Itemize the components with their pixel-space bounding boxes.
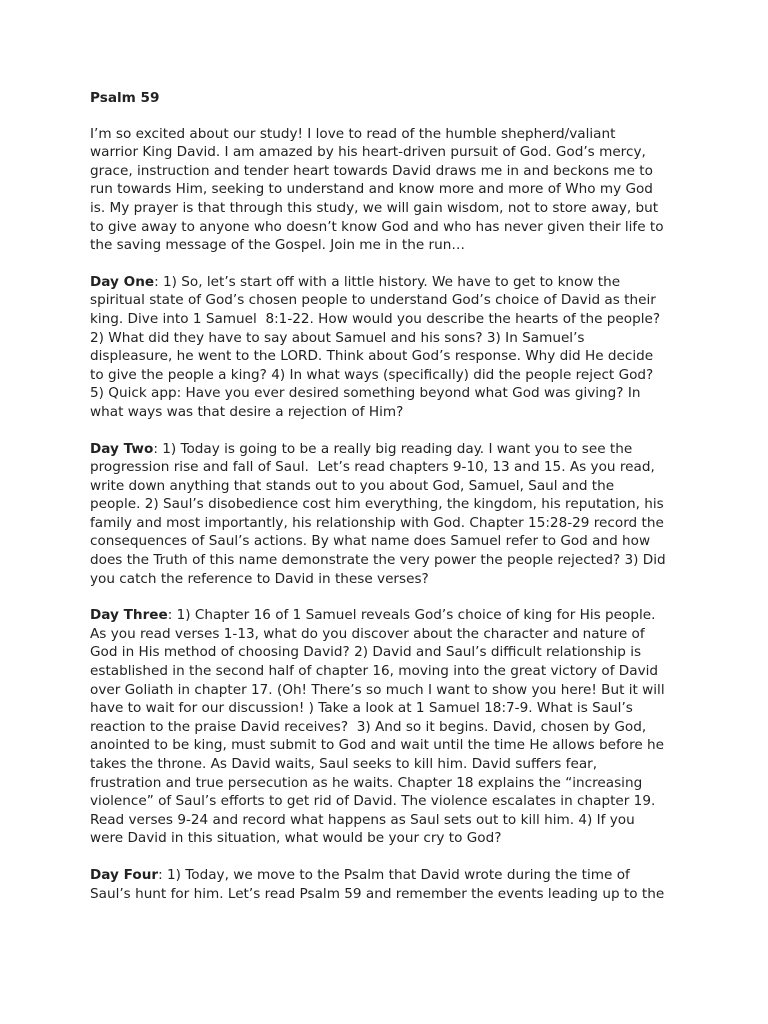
paragraph-line: the saving message of the Gospel. Join me in the run… — [90, 237, 465, 254]
paragraph-line: violence” of Saul’s efforts to get rid of David. The violence escalates in chapter 19. — [90, 793, 656, 810]
paragraph-line — [90, 440, 688, 459]
day-three-first-line: : 1) Chapter 16 of 1 Samuel reveals God’s choice of king for His people. — [167, 607, 656, 624]
day-four-first-line: : 1) Today, we move to the Psalm that David wrote during the time of — [158, 866, 630, 883]
paragraph-line: displeasure, he went to the LORD. Think about God’s response. Why did He decide — [90, 348, 654, 365]
paragraph-line — [90, 273, 688, 292]
paragraph-line: spiritual state of God’s chosen people to understand God’s choice of David as their — [90, 292, 656, 309]
paragraph-line: I’m so excited about our study! I love to read of the humble shepherd/valiant — [90, 125, 616, 142]
document-title: Psalm 59 — [90, 90, 160, 106]
paragraph-line: established in the second half of chapter 16, moving into the great victory of David — [90, 663, 659, 680]
paragraph-line: to give the people a king? 4) In what ways (specifically) did the people reject God? — [90, 366, 654, 383]
paragraph-line: warrior King David. I am amazed by his heart-driven pursuit of God. God’s mercy, — [90, 144, 646, 161]
paragraph-line: to give away to anyone who doesn’t know God and who has never given their life to — [90, 218, 664, 235]
paragraph-line: is. My prayer is that through this study, we will gain wisdom, not to store away, but — [90, 199, 659, 216]
paragraph-line: As you read verses 1-13, what do you discover about the character and nature of — [90, 625, 645, 642]
paragraph-line: have to wait for our discussion! ) Take a look at 1 Samuel 18:7-9. What is Saul’s — [90, 700, 633, 717]
paragraph-line: family and most importantly, his relationship with God. Chapter 15:28-29 record the — [90, 514, 664, 531]
paragraph-line: king. Dive into 1 Samuel 8:1-22. How would you describe the hearts of the people? — [90, 310, 661, 327]
paragraph-line: frustration and true persecution as he waits. Chapter 18 explains the “increasing — [90, 774, 643, 791]
paragraph-line: progression rise and fall of Saul. Let’s read chapters 9-10, 13 and 15. As you read, — [90, 459, 655, 476]
intro-paragraph — [90, 125, 688, 255]
day-two-label: Day Two — [90, 440, 154, 457]
paragraph-line: 2) What did they have to say about Samuel and his sons? 3) In Samuel’s — [90, 329, 585, 346]
day-two-paragraph — [90, 440, 688, 589]
paragraph-line: Saul’s hunt for him. Let’s read Psalm 59 and remember the events leading up to the — [90, 885, 665, 902]
paragraph-line: anointed to be king, must submit to God and wait until the time He allows before he — [90, 737, 665, 754]
day-four-paragraph — [90, 866, 688, 903]
paragraph-line: reaction to the praise David receives? 3) And so it begins. David, chosen by God, — [90, 718, 647, 735]
paragraph-line: write down anything that stands out to you about God, Samuel, Saul and the — [90, 477, 615, 494]
paragraph-line — [90, 866, 688, 885]
day-one-paragraph — [90, 273, 688, 422]
paragraph-line: run towards Him, seeking to understand and know more and more of Who my God — [90, 181, 653, 198]
day-one-label: Day One — [90, 273, 155, 290]
day-two-first-line: : 1) Today is going to be a really big reading day. I want you to see the — [153, 440, 633, 457]
paragraph-line: takes the throne. As David waits, Saul seeks to kill him. David suffers fear, — [90, 756, 598, 772]
day-one-first-line: : 1) So, let’s start off with a little history. We have to get to know the — [154, 273, 621, 290]
day-three-paragraph — [90, 606, 688, 848]
day-four-label: Day Four — [90, 866, 159, 883]
paragraph-line: were David in this situation, what would be your cry to God? — [90, 830, 502, 847]
paragraph-line: grace, instruction and tender heart towards David draws me in and beckons me to — [90, 162, 653, 179]
paragraph-line: Read verses 9-24 and record what happens as Saul sets out to kill him. 4) If you — [90, 811, 635, 828]
paragraph-line: people. 2) Saul’s disobedience cost him everything, the kingdom, his reputation, his — [90, 496, 664, 513]
paragraph-line: over Goliath in chapter 17. (Oh! There’s so much I want to show you here! But it will — [90, 681, 665, 698]
paragraph-line — [90, 606, 688, 625]
paragraph-line: you catch the reference to David in these verses? — [90, 570, 429, 587]
day-three-label: Day Three — [90, 607, 168, 624]
paragraph-line: God in His method of choosing David? 2) David and Saul’s difficult relationship is — [90, 644, 642, 661]
paragraph-line: 5) Quick app: Have you ever desired something beyond what God was giving? In — [90, 385, 641, 402]
paragraph-line: does the Truth of this name demonstrate the very power the people rejected? 3) Did — [90, 552, 666, 569]
paragraph-line: what ways was that desire a rejection of Him? — [90, 403, 404, 420]
paragraph-line: consequences of Saul’s actions. By what name does Samuel refer to God and how — [90, 533, 651, 550]
